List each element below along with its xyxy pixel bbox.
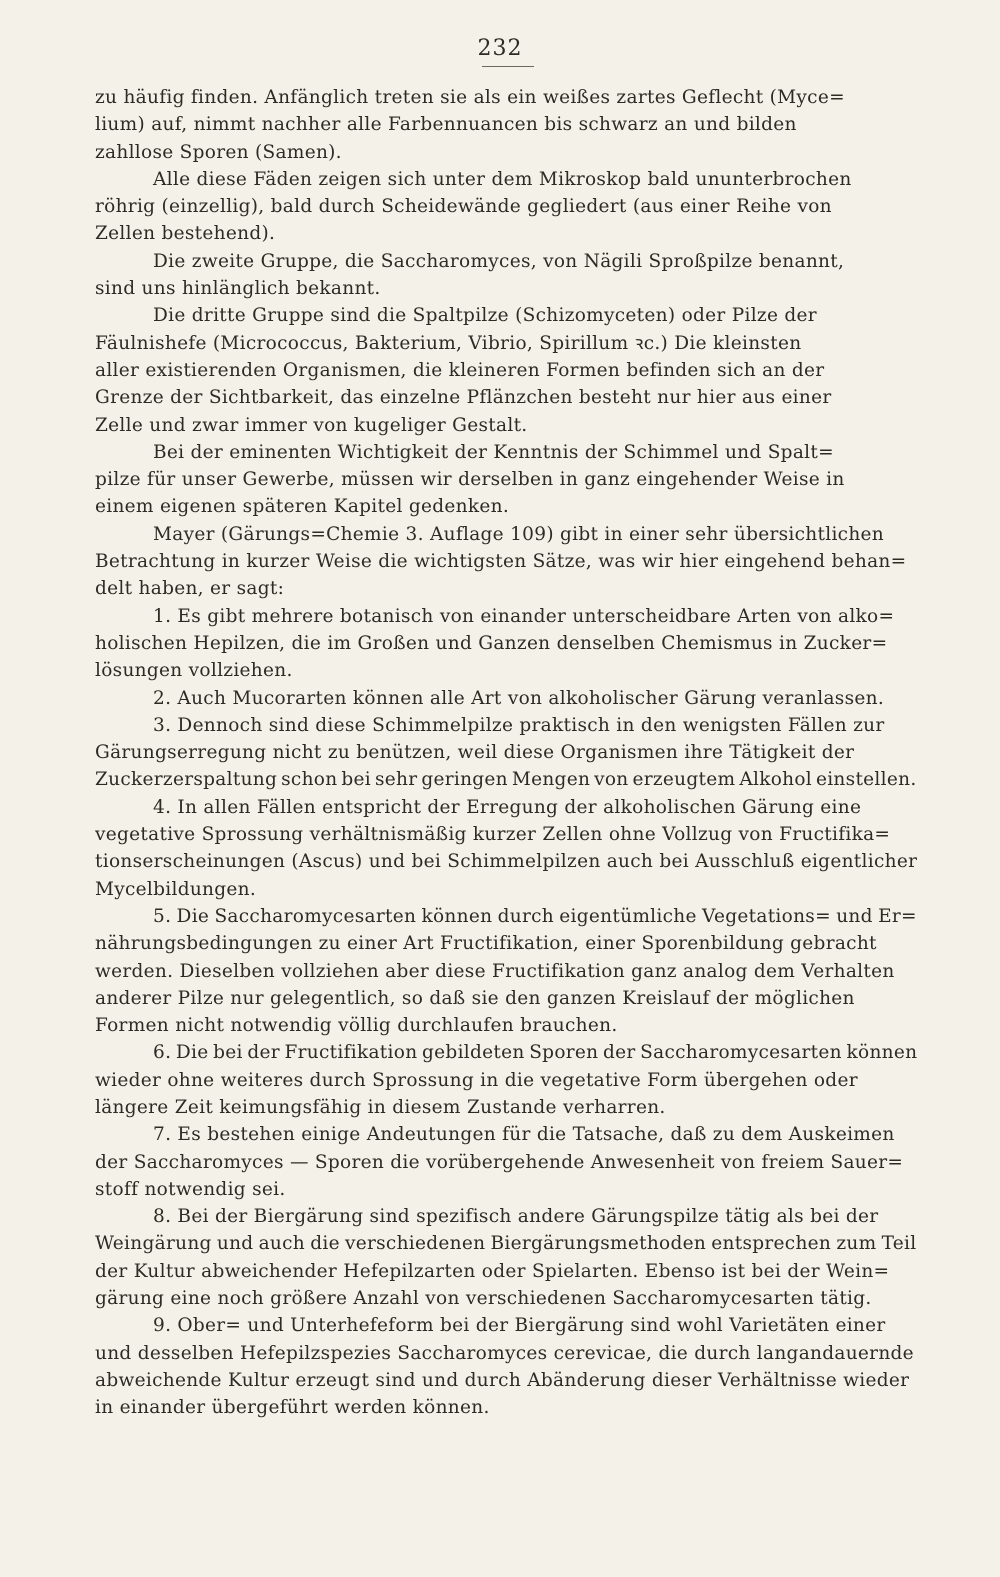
- text-line: nährungsbedingungen zu einer Art Fructifikation, einer Sporenbildung gebracht: [95, 933, 877, 955]
- text-line: holischen Hepilzen, die im Großen und Ganzen denselben Chemismus in Zucker=: [95, 632, 888, 654]
- text-line: vegetative Sprossung verhältnismäßig kurzer Zellen ohne Vollzug von Fructifika=: [95, 824, 891, 846]
- text-line: Grenze der Sichtbarkeit, das einzelne Pflänzchen besteht nur hier aus einer: [95, 387, 832, 409]
- text-line: lösungen vollziehen.: [95, 660, 293, 682]
- text-line: zu häufig finden. Anfänglich treten sie als ein weißes zartes Geflecht (Myce=: [95, 87, 845, 108]
- text-line: delt haben, er sagt:: [95, 578, 285, 600]
- text-line: gärung eine noch größere Anzahl von verschiedenen Saccharomycesarten tätig.: [95, 1288, 872, 1310]
- text-line: stoff notwendig sei.: [95, 1178, 286, 1200]
- text-line: zahllose Sporen (Samen).: [95, 141, 342, 163]
- text-line: Bei der eminenten Wichtigkeit der Kenntnis der Schimmel und Spalt=: [153, 441, 834, 463]
- text-line: der Kultur abweichender Hefepilzarten oder Spielarten. Ebenso ist bei der Wein=: [95, 1260, 890, 1282]
- text-line: lium) auf, nimmt nachher alle Farbennuancen bis schwarz an und bilden: [95, 114, 797, 136]
- text-line: 9. Ober= und Unterhefeform bei der Biergärung sind wohl Varietäten einer: [153, 1315, 886, 1337]
- text-line: 7. Es bestehen einige Andeutungen für die Tatsache, daß zu dem Auskeimen: [153, 1124, 895, 1146]
- text-line: Die dritte Gruppe sind die Spaltpilze (Schizomyceten) oder Pilze der: [153, 305, 817, 327]
- text-line: 3. Dennoch sind diese Schimmelpilze praktisch in den wenigsten Fällen zur: [153, 714, 885, 736]
- text-line: Gärungserregung nicht zu benützen, weil diese Organismen ihre Tätigkeit der: [95, 742, 855, 764]
- text-line: 2. Auch Mucorarten können alle Art von alkoholischer Gärung veranlassen.: [153, 687, 885, 709]
- text-line: sind uns hinlänglich bekannt.: [95, 278, 381, 300]
- text-line: pilze für unser Gewerbe, müssen wir derselben in ganz eingehender Weise in: [95, 469, 845, 491]
- text-line: abweichende Kultur erzeugt sind und durch Abänderung dieser Verhältnisse wieder: [95, 1369, 910, 1391]
- text-line: einem eigenen späteren Kapitel gedenken.: [95, 496, 510, 518]
- text-line: der Saccharomyces — Sporen die vorübergehende Anwesenheit von freiem Sauer=: [95, 1151, 904, 1173]
- text-line: 6. Die bei der Fructifikation gebildeten Sporen der Saccharomycesarten können: [153, 1042, 917, 1064]
- text-line: Alle diese Fäden zeigen sich unter dem Mikroskop bald ununterbrochen: [153, 168, 852, 190]
- text-line: und desselben Hefepilzspezies Saccharomyces cerevicae, die durch langandauernde: [95, 1342, 914, 1364]
- text-line: Zelle und zwar immer von kugeliger Gestalt.: [95, 414, 528, 436]
- body-text: [95, 84, 917, 1422]
- text-line: Weingärung und auch die verschiedenen Biergärungsmethoden entsprechen zum Teil: [95, 1233, 917, 1255]
- text-line: in einander übergeführt werden können.: [95, 1397, 490, 1419]
- text-line: wieder ohne weiteres durch Sprossung in die vegetative Form übergehen oder: [95, 1069, 858, 1091]
- text-line: anderer Pilze nur gelegentlich, so daß sie den ganzen Kreislauf der möglichen: [95, 987, 855, 1009]
- text-line: 4. In allen Fällen entspricht der Erregung der alkoholischen Gärung eine: [153, 796, 862, 818]
- text-line: aller existierenden Organismen, die kleineren Formen befinden sich an der: [95, 359, 825, 381]
- text-line: Zuckerzerspaltung schon bei sehr geringen Mengen von erzeugtem Alkohol einstellen.: [95, 769, 917, 791]
- text-line: Mayer (Gärungs=Chemie 3. Auflage 109) gibt in einer sehr übersichtlichen: [153, 523, 885, 545]
- text-line: Fäulnishefe (Micrococcus, Bakterium, Vibrio, Spirillum ꝛc.) Die kleinsten: [95, 332, 802, 354]
- text-line: Betrachtung in kurzer Weise die wichtigsten Sätze, was wir hier eingehend behan=: [95, 551, 907, 573]
- text-line: röhrig (einzellig), bald durch Scheidewände gegliedert (aus einer Reihe von: [95, 196, 832, 218]
- page-number-rule: [482, 66, 534, 67]
- text-line: Formen nicht notwendig völlig durchlaufen brauchen.: [95, 1015, 618, 1037]
- text-line: 5. Die Saccharomycesarten können durch eigentümliche Vegetations= und Er=: [153, 905, 917, 927]
- text-line: tionserscheinungen (Ascus) und bei Schimmelpilzen auch bei Ausschluß eigentlicher: [95, 851, 917, 873]
- text-line: Mycelbildungen.: [95, 878, 257, 900]
- text-line: 1. Es gibt mehrere botanisch von einander unterscheidbare Arten von alko=: [153, 605, 895, 627]
- text-line: Die zweite Gruppe, die Saccharomyces, von Nägili Sproßpilze benannt,: [153, 250, 845, 272]
- text-line: längere Zeit keimungsfähig in diesem Zustande verharren.: [95, 1096, 666, 1118]
- text-line: werden. Dieselben vollziehen aber diese Fructifikation ganz analog dem Verhalten: [95, 960, 895, 982]
- page-number: 232: [477, 36, 523, 61]
- text-line: 8. Bei der Biergärung sind spezifisch andere Gärungspilze tätig als bei der: [153, 1206, 879, 1228]
- text-line: Zellen bestehend).: [95, 223, 276, 245]
